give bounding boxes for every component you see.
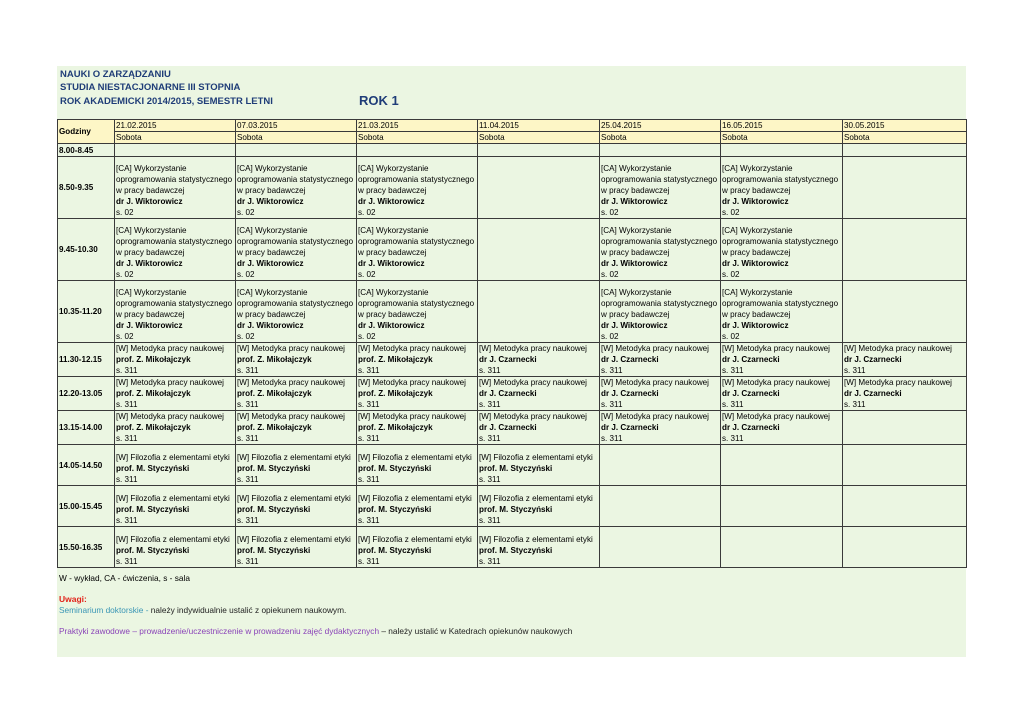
- teacher-name: prof. M. Styczyński: [237, 464, 311, 473]
- empty-cell: [478, 281, 600, 343]
- room-label: s. 311: [479, 557, 501, 566]
- class-cell: [236, 527, 357, 568]
- class-cell: [115, 157, 236, 219]
- room-label: s. 311: [358, 516, 380, 525]
- room-label: s. 02: [722, 332, 740, 341]
- course-name-line: [W] Metodyka pracy naukowej: [237, 378, 345, 387]
- notes-title: Uwagi:: [59, 594, 87, 604]
- course-name-line: [CA] Wykorzystanie: [722, 288, 793, 297]
- class-cell: [478, 411, 600, 445]
- teacher-name: dr J. Czarnecki: [479, 389, 537, 398]
- teacher-name: dr J. Wiktorowicz: [601, 259, 668, 268]
- teacher-name: dr J. Czarnecki: [479, 423, 537, 432]
- room-label: s. 02: [358, 270, 376, 279]
- room-label: s. 311: [237, 557, 259, 566]
- room-label: s. 02: [358, 208, 376, 217]
- course-name-line: [W] Metodyka pracy naukowej: [601, 378, 709, 387]
- teacher-name: dr J. Wiktorowicz: [237, 321, 304, 330]
- teacher-name: dr J. Czarnecki: [479, 355, 537, 364]
- class-cell: [478, 445, 600, 486]
- teacher-name: dr J. Czarnecki: [722, 389, 780, 398]
- teacher-name: prof. Z. Mikołajczyk: [358, 423, 433, 432]
- room-label: s. 02: [116, 270, 134, 279]
- teacher-name: prof. M. Styczyński: [237, 546, 311, 555]
- date-header: 30.05.2015: [843, 120, 967, 132]
- class-cell: [236, 445, 357, 486]
- class-cell: [115, 486, 236, 527]
- teacher-name: dr J. Czarnecki: [722, 423, 780, 432]
- class-cell: [357, 281, 478, 343]
- teacher-name: prof. M. Styczyński: [116, 464, 190, 473]
- class-cell: [843, 343, 967, 377]
- teacher-name: prof. M. Styczyński: [358, 464, 432, 473]
- teacher-name: prof. Z. Mikołajczyk: [237, 355, 312, 364]
- course-name-line: [W] Metodyka pracy naukowej: [116, 344, 224, 353]
- day-header: Sobota: [115, 132, 236, 144]
- room-label: s. 311: [601, 434, 623, 443]
- course-name-line: [W] Filozofia z elementami etyki: [358, 535, 472, 544]
- teacher-name: prof. M. Styczyński: [358, 546, 432, 555]
- time-slot: 10.35-11.20: [58, 281, 115, 343]
- course-name-line: w pracy badawczej: [116, 248, 185, 257]
- room-label: s. 02: [601, 270, 619, 279]
- course-name-line: [CA] Wykorzystanie: [116, 288, 187, 297]
- teacher-name: prof. M. Styczyński: [116, 546, 190, 555]
- class-cell: [357, 445, 478, 486]
- course-name-line: w pracy badawczej: [601, 186, 670, 195]
- course-name-line: w pracy badawczej: [237, 248, 306, 257]
- teacher-name: prof. M. Styczyński: [479, 464, 553, 473]
- course-name-line: [W] Metodyka pracy naukowej: [116, 412, 224, 421]
- class-cell: [600, 343, 721, 377]
- time-slot: 9.45-10.30: [58, 219, 115, 281]
- day-header-row: [58, 132, 967, 144]
- course-name-line: w pracy badawczej: [601, 310, 670, 319]
- time-slot: 11.30-12.15: [58, 343, 115, 377]
- class-cell: [478, 377, 600, 411]
- teacher-name: prof. M. Styczyński: [479, 505, 553, 514]
- class-cell: [600, 377, 721, 411]
- class-cell: [600, 219, 721, 281]
- course-name-line: w pracy badawczej: [358, 310, 427, 319]
- course-name-line: w pracy badawczej: [358, 248, 427, 257]
- room-label: s. 02: [601, 208, 619, 217]
- course-name-line: oprogramowania statystycznego: [358, 175, 475, 184]
- seminar-text: należy indywidualnie ustalić z opiekunem naukowym.: [148, 605, 347, 615]
- class-cell: [115, 445, 236, 486]
- course-name-line: oprogramowania statystycznego: [601, 299, 718, 308]
- legend: W - wykład, CA - ćwiczenia, s - sala: [59, 573, 190, 583]
- class-cell: [478, 527, 600, 568]
- course-name-line: [W] Metodyka pracy naukowej: [116, 378, 224, 387]
- practice-note: [59, 626, 572, 636]
- class-cell: [721, 281, 843, 343]
- class-cell: [236, 219, 357, 281]
- room-label: s. 311: [601, 366, 623, 375]
- course-name-line: [W] Metodyka pracy naukowej: [844, 344, 952, 353]
- course-name-line: [W] Filozofia z elementami etyki: [479, 535, 593, 544]
- teacher-name: dr J. Wiktorowicz: [116, 259, 183, 268]
- class-cell: [478, 486, 600, 527]
- class-cell: [236, 377, 357, 411]
- course-name-line: [W] Metodyka pracy naukowej: [479, 378, 587, 387]
- course-name-line: oprogramowania statystycznego: [237, 175, 354, 184]
- empty-cell: [843, 157, 967, 219]
- study-mode-title: STUDIA NIESTACJONARNE III STOPNIA: [60, 82, 241, 93]
- course-name-line: [W] Filozofia z elementami etyki: [479, 453, 593, 462]
- date-header: 07.03.2015: [236, 120, 357, 132]
- class-cell: [236, 486, 357, 527]
- class-cell: [843, 377, 967, 411]
- course-name-line: oprogramowania statystycznego: [116, 299, 233, 308]
- teacher-name: prof. Z. Mikołajczyk: [358, 355, 433, 364]
- course-name-line: [W] Filozofia z elementami etyki: [358, 494, 472, 503]
- empty-cell: [843, 411, 967, 445]
- course-name-line: oprogramowania statystycznego: [116, 237, 233, 246]
- class-cell: [236, 281, 357, 343]
- teacher-name: prof. Z. Mikołajczyk: [358, 389, 433, 398]
- room-label: s. 311: [844, 400, 866, 409]
- teacher-name: dr J. Wiktorowicz: [116, 321, 183, 330]
- teacher-name: prof. M. Styczyński: [479, 546, 553, 555]
- course-name-line: [W] Filozofia z elementami etyki: [116, 535, 230, 544]
- empty-cell: [236, 144, 357, 157]
- course-name-line: w pracy badawczej: [358, 186, 427, 195]
- empty-cell: [600, 445, 721, 486]
- course-name-line: [W] Filozofia z elementami etyki: [116, 494, 230, 503]
- teacher-name: prof. Z. Mikołajczyk: [237, 389, 312, 398]
- room-label: s. 02: [116, 208, 134, 217]
- teacher-name: dr J. Wiktorowicz: [237, 259, 304, 268]
- room-label: s. 311: [479, 400, 501, 409]
- course-name-line: oprogramowania statystycznego: [722, 299, 839, 308]
- teacher-name: prof. M. Styczyński: [237, 505, 311, 514]
- empty-cell: [843, 527, 967, 568]
- schedule-row: [58, 377, 967, 411]
- course-name-line: [CA] Wykorzystanie: [116, 164, 187, 173]
- schedule-row: [58, 281, 967, 343]
- class-cell: [357, 377, 478, 411]
- date-header: 11.04.2015: [478, 120, 600, 132]
- empty-cell: [843, 445, 967, 486]
- empty-cell: [115, 144, 236, 157]
- class-cell: [357, 527, 478, 568]
- empty-cell: [721, 486, 843, 527]
- class-cell: [721, 157, 843, 219]
- class-cell: [600, 411, 721, 445]
- course-name-line: [W] Filozofia z elementami etyki: [237, 535, 351, 544]
- teacher-name: prof. Z. Mikołajczyk: [116, 355, 191, 364]
- course-name-line: w pracy badawczej: [116, 310, 185, 319]
- date-header: 21.02.2015: [115, 120, 236, 132]
- room-label: s. 311: [358, 400, 380, 409]
- course-name-line: oprogramowania statystycznego: [237, 237, 354, 246]
- course-name-line: [W] Metodyka pracy naukowej: [479, 344, 587, 353]
- room-label: s. 311: [358, 475, 380, 484]
- empty-cell: [600, 486, 721, 527]
- empty-cell: [721, 445, 843, 486]
- class-cell: [236, 157, 357, 219]
- class-cell: [721, 343, 843, 377]
- teacher-name: dr J. Wiktorowicz: [601, 197, 668, 206]
- course-name-line: w pracy badawczej: [722, 310, 791, 319]
- teacher-name: prof. Z. Mikołajczyk: [237, 423, 312, 432]
- room-label: s. 311: [358, 557, 380, 566]
- faculty-title: NAUKI O ZARZĄDZANIU: [60, 69, 171, 80]
- date-header: 16.05.2015: [721, 120, 843, 132]
- course-name-line: [W] Metodyka pracy naukowej: [722, 378, 830, 387]
- room-label: s. 02: [237, 332, 255, 341]
- room-label: s. 311: [116, 434, 138, 443]
- time-slot: 13.15-14.00: [58, 411, 115, 445]
- course-name-line: [W] Metodyka pracy naukowej: [722, 412, 830, 421]
- time-slot: 8.50-9.35: [58, 157, 115, 219]
- room-label: s. 02: [358, 332, 376, 341]
- course-name-line: oprogramowania statystycznego: [722, 237, 839, 246]
- time-slot: 14.05-14.50: [58, 445, 115, 486]
- course-name-line: oprogramowania statystycznego: [358, 299, 475, 308]
- teacher-name: dr J. Wiktorowicz: [358, 321, 425, 330]
- room-label: s. 311: [237, 475, 259, 484]
- teacher-name: prof. M. Styczyński: [358, 505, 432, 514]
- room-label: s. 311: [358, 366, 380, 375]
- room-label: s. 311: [358, 434, 380, 443]
- teacher-name: dr J. Czarnecki: [601, 389, 659, 398]
- class-cell: [600, 157, 721, 219]
- date-header: 21.03.2015: [357, 120, 478, 132]
- time-slot: 15.50-16.35: [58, 527, 115, 568]
- empty-cell: [843, 281, 967, 343]
- class-cell: [115, 377, 236, 411]
- room-label: s. 311: [237, 516, 259, 525]
- class-cell: [115, 527, 236, 568]
- room-label: s. 02: [237, 270, 255, 279]
- course-name-line: [W] Filozofia z elementami etyki: [237, 453, 351, 462]
- seminar-label: Seminarium doktorskie -: [59, 605, 149, 615]
- day-header: Sobota: [600, 132, 721, 144]
- room-label: s. 311: [116, 400, 138, 409]
- schedule-table: [57, 119, 967, 568]
- class-cell: [478, 343, 600, 377]
- time-slot: 12.20-13.05: [58, 377, 115, 411]
- room-label: s. 311: [601, 400, 623, 409]
- course-name-line: [CA] Wykorzystanie: [358, 164, 429, 173]
- room-label: s. 02: [237, 208, 255, 217]
- teacher-name: dr J. Czarnecki: [601, 423, 659, 432]
- empty-cell: [478, 144, 600, 157]
- course-name-line: [CA] Wykorzystanie: [358, 226, 429, 235]
- room-label: s. 311: [116, 366, 138, 375]
- schedule-row: [58, 144, 967, 157]
- room-label: s. 311: [116, 557, 138, 566]
- course-name-line: oprogramowania statystycznego: [358, 237, 475, 246]
- course-name-line: w pracy badawczej: [601, 248, 670, 257]
- schedule-row: [58, 219, 967, 281]
- schedule-row: [58, 486, 967, 527]
- course-name-line: [W] Metodyka pracy naukowej: [479, 412, 587, 421]
- schedule-row: [58, 527, 967, 568]
- room-label: s. 311: [844, 366, 866, 375]
- empty-cell: [721, 527, 843, 568]
- course-name-line: oprogramowania statystycznego: [601, 175, 718, 184]
- course-name-line: [W] Metodyka pracy naukowej: [358, 344, 466, 353]
- room-label: s. 02: [601, 332, 619, 341]
- teacher-name: dr J. Wiktorowicz: [358, 259, 425, 268]
- room-label: s. 311: [722, 366, 744, 375]
- teacher-name: prof. Z. Mikołajczyk: [116, 389, 191, 398]
- teacher-name: dr J. Czarnecki: [844, 389, 902, 398]
- course-name-line: [CA] Wykorzystanie: [237, 164, 308, 173]
- academic-year-title: ROK AKADEMICKI 2014/2015, SEMESTR LETNI: [60, 96, 273, 107]
- class-cell: [600, 281, 721, 343]
- class-cell: [115, 219, 236, 281]
- course-name-line: [CA] Wykorzystanie: [358, 288, 429, 297]
- room-label: s. 311: [479, 516, 501, 525]
- teacher-name: dr J. Wiktorowicz: [116, 197, 183, 206]
- course-name-line: [W] Metodyka pracy naukowej: [722, 344, 830, 353]
- teacher-name: dr J. Wiktorowicz: [722, 321, 789, 330]
- empty-cell: [843, 219, 967, 281]
- course-name-line: [W] Filozofia z elementami etyki: [358, 453, 472, 462]
- room-label: s. 311: [237, 400, 259, 409]
- class-cell: [357, 486, 478, 527]
- date-header: 25.04.2015: [600, 120, 721, 132]
- teacher-name: dr J. Wiktorowicz: [601, 321, 668, 330]
- schedule-row: [58, 157, 967, 219]
- course-name-line: oprogramowania statystycznego: [237, 299, 354, 308]
- class-cell: [721, 377, 843, 411]
- empty-cell: [478, 219, 600, 281]
- room-label: s. 311: [479, 366, 501, 375]
- course-name-line: [W] Metodyka pracy naukowej: [844, 378, 952, 387]
- class-cell: [115, 281, 236, 343]
- class-cell: [236, 411, 357, 445]
- course-name-line: [CA] Wykorzystanie: [116, 226, 187, 235]
- class-cell: [236, 343, 357, 377]
- course-name-line: [W] Metodyka pracy naukowej: [601, 344, 709, 353]
- teacher-name: dr J. Czarnecki: [601, 355, 659, 364]
- time-column-header: Godziny: [58, 120, 115, 144]
- room-label: s. 311: [116, 516, 138, 525]
- course-name-line: [W] Filozofia z elementami etyki: [116, 453, 230, 462]
- teacher-name: prof. M. Styczyński: [116, 505, 190, 514]
- class-cell: [357, 411, 478, 445]
- teacher-name: dr J. Czarnecki: [844, 355, 902, 364]
- course-name-line: w pracy badawczej: [237, 186, 306, 195]
- course-name-line: [CA] Wykorzystanie: [601, 164, 672, 173]
- room-label: s. 311: [479, 475, 501, 484]
- room-label: s. 311: [237, 366, 259, 375]
- class-cell: [721, 411, 843, 445]
- teacher-name: prof. Z. Mikołajczyk: [116, 423, 191, 432]
- teacher-name: dr J. Wiktorowicz: [722, 197, 789, 206]
- course-name-line: [W] Metodyka pracy naukowej: [358, 378, 466, 387]
- class-cell: [357, 343, 478, 377]
- empty-cell: [357, 144, 478, 157]
- empty-cell: [478, 157, 600, 219]
- empty-cell: [843, 144, 967, 157]
- course-name-line: [CA] Wykorzystanie: [722, 164, 793, 173]
- course-name-line: oprogramowania statystycznego: [116, 175, 233, 184]
- course-name-line: [W] Metodyka pracy naukowej: [237, 344, 345, 353]
- schedule-row: [58, 411, 967, 445]
- course-name-line: w pracy badawczej: [116, 186, 185, 195]
- class-cell: [115, 411, 236, 445]
- empty-cell: [600, 144, 721, 157]
- teacher-name: dr J. Wiktorowicz: [237, 197, 304, 206]
- room-label: s. 311: [116, 475, 138, 484]
- schedule-row: [58, 445, 967, 486]
- room-label: s. 02: [722, 208, 740, 217]
- course-name-line: [W] Filozofia z elementami etyki: [479, 494, 593, 503]
- practice-text: – należy ustalić w Katedrach opiekunów naukowych: [379, 626, 573, 636]
- teacher-name: dr J. Wiktorowicz: [358, 197, 425, 206]
- time-slot: 15.00-15.45: [58, 486, 115, 527]
- day-header: Sobota: [478, 132, 600, 144]
- course-name-line: w pracy badawczej: [722, 248, 791, 257]
- class-cell: [357, 157, 478, 219]
- day-header: Sobota: [357, 132, 478, 144]
- course-name-line: [CA] Wykorzystanie: [237, 288, 308, 297]
- time-slot: 8.00-8.45: [58, 144, 115, 157]
- empty-cell: [721, 144, 843, 157]
- course-name-line: oprogramowania statystycznego: [601, 237, 718, 246]
- practice-label: Praktyki zawodowe – prowadzenie/uczestniczenie w prowadzeniu zajęć dydaktycznych: [59, 626, 380, 636]
- course-name-line: [CA] Wykorzystanie: [601, 226, 672, 235]
- course-name-line: [W] Metodyka pracy naukowej: [237, 412, 345, 421]
- teacher-name: dr J. Wiktorowicz: [722, 259, 789, 268]
- class-cell: [115, 343, 236, 377]
- course-name-line: [W] Filozofia z elementami etyki: [237, 494, 351, 503]
- course-name-line: [CA] Wykorzystanie: [722, 226, 793, 235]
- room-label: s. 311: [722, 400, 744, 409]
- day-header: Sobota: [721, 132, 843, 144]
- day-header: Sobota: [843, 132, 967, 144]
- seminar-note: [59, 605, 346, 615]
- room-label: s. 311: [479, 434, 501, 443]
- course-name-line: w pracy badawczej: [237, 310, 306, 319]
- room-label: s. 311: [237, 434, 259, 443]
- room-label: s. 02: [116, 332, 134, 341]
- course-name-line: w pracy badawczej: [722, 186, 791, 195]
- empty-cell: [600, 527, 721, 568]
- date-header-row: [58, 120, 967, 132]
- course-name-line: [W] Metodyka pracy naukowej: [358, 412, 466, 421]
- class-cell: [721, 219, 843, 281]
- course-name-line: [CA] Wykorzystanie: [237, 226, 308, 235]
- class-cell: [357, 219, 478, 281]
- course-name-line: [CA] Wykorzystanie: [601, 288, 672, 297]
- room-label: s. 311: [722, 434, 744, 443]
- empty-cell: [843, 486, 967, 527]
- room-label: s. 02: [722, 270, 740, 279]
- year-of-study-title: ROK 1: [359, 93, 399, 108]
- schedule-row: [58, 343, 967, 377]
- teacher-name: dr J. Czarnecki: [722, 355, 780, 364]
- day-header: Sobota: [236, 132, 357, 144]
- course-name-line: [W] Metodyka pracy naukowej: [601, 412, 709, 421]
- course-name-line: oprogramowania statystycznego: [722, 175, 839, 184]
